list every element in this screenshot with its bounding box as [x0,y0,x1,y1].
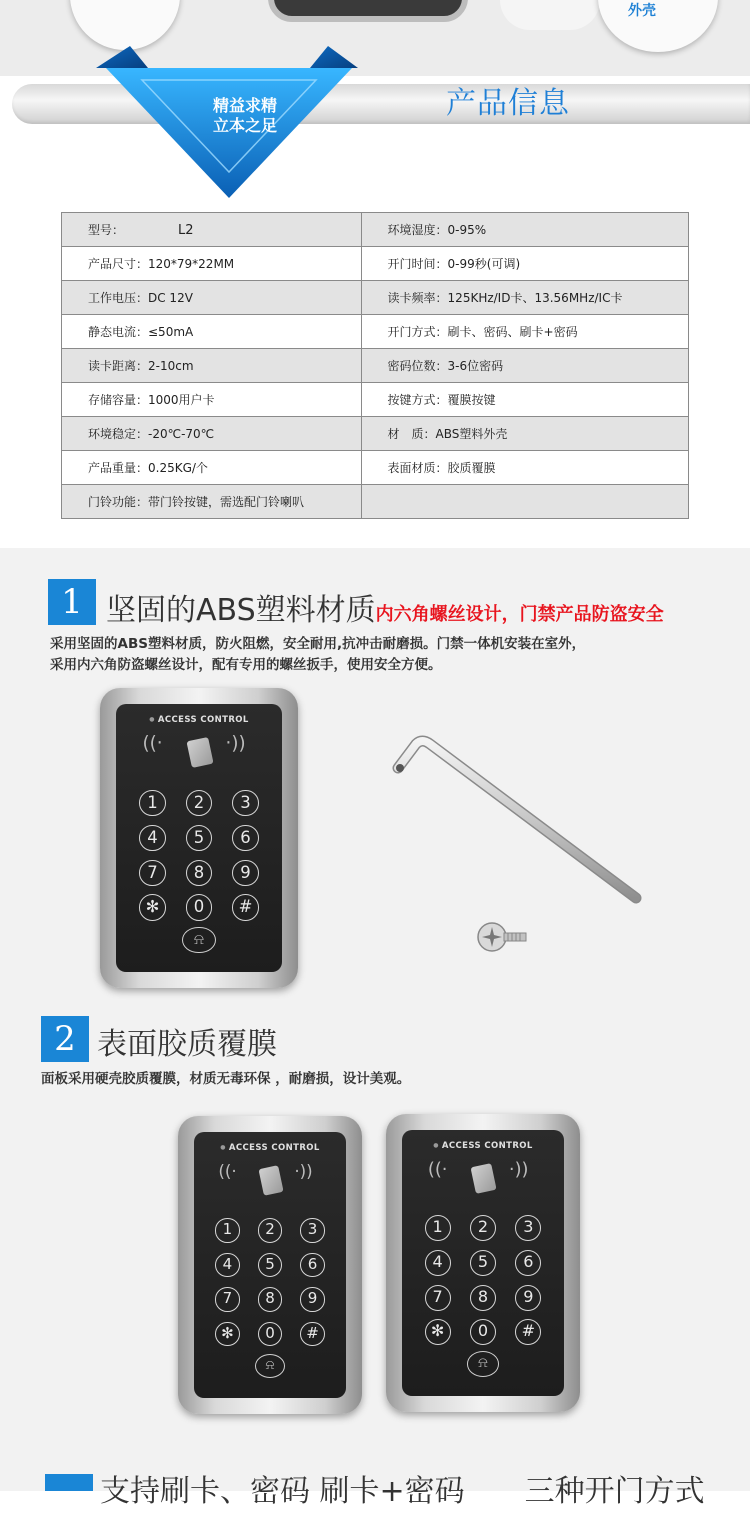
keypad-key-3[interactable]: 3 [300,1218,324,1242]
spec-cell: 产品尺寸：120*79*22MM [62,247,362,281]
keypad-key-0[interactable]: 0 [258,1322,282,1346]
device-face [194,1132,346,1398]
keypad-key-6[interactable]: 6 [300,1253,324,1277]
table-row [62,417,689,451]
card-icon [258,1165,283,1195]
doorbell-icon[interactable]: ⍾ [255,1354,285,1378]
rfid-wave-left-icon: ((· [218,1161,237,1182]
keypad-key-4[interactable]: 4 [215,1253,239,1277]
keypad-key-4[interactable]: 4 [139,825,166,852]
header-title: 产品信息 [446,86,570,121]
keypad-key-8[interactable]: 8 [258,1287,282,1311]
table-row [62,451,689,485]
section-1-highlight: 内六角螺丝设计，门禁产品防盗安全 [375,604,664,625]
keypad-key-6[interactable]: 6 [515,1250,541,1276]
spec-cell [361,485,688,519]
device-brand-label: ● ACCESS CONTROL [116,715,282,725]
security-screw-image [476,917,532,957]
section-1-number: 1 [48,579,96,625]
spec-cell: 读卡距离：2-10cm [62,349,362,383]
table-row [62,281,689,315]
keypad-key-1[interactable]: 1 [139,790,166,817]
allen-wrench-image [388,730,648,910]
spec-table [61,212,689,519]
section-2-title: 表面胶质覆膜 [97,1027,277,1062]
decor-fade [500,0,600,30]
section-2-number: 2 [41,1016,89,1062]
keypad-key-7[interactable]: 7 [425,1285,451,1311]
device-face [402,1130,564,1396]
section-1-title [106,585,664,629]
rfid-wave-right-icon: ·)) [225,733,246,755]
model-value: L2 [178,223,194,238]
spec-cell: 开门时间：0-99秒(可调) [361,247,688,281]
keypad-key-0[interactable]: 0 [186,894,213,921]
table-row [62,383,689,417]
keypad-device-side [386,1114,580,1412]
spec-cell: 存储容量：1000用户卡 [62,383,362,417]
section-1-desc-line-1: 采用坚固的ABS塑料材质，防火阻燃，安全耐用,抗冲击耐磨损。门禁一体机安装在室外， [50,636,586,652]
table-row [62,247,689,281]
doorbell-icon[interactable]: ⍾ [467,1351,499,1377]
keypad-key-8[interactable]: 8 [186,860,213,887]
keypad-key-1[interactable]: 1 [215,1218,239,1242]
device-brand-label: ● ACCESS CONTROL [194,1143,346,1153]
table-row [62,315,689,349]
keypad-key-9[interactable]: 9 [232,860,259,887]
rfid-wave-left-icon: ((· [142,733,163,755]
keypad-key-2[interactable]: 2 [470,1215,496,1241]
spec-cell: 开门方式：刷卡、密码、刷卡+密码 [361,315,688,349]
table-row [62,213,689,247]
ribbon-text [190,96,300,136]
section-1-desc-line-2: 采用内六角防盗螺丝设计，配有专用的螺丝扳手，使用安全方便。 [50,657,442,673]
keypad-key-3[interactable]: 3 [515,1215,541,1241]
ribbon-line-1: 精益求精 [212,96,277,115]
spec-cell: 工作电压：DC 12V [62,281,362,315]
spec-cell: 表面材质：胶质覆膜 [361,451,688,485]
spec-cell [62,213,362,247]
device-brand-label: ● ACCESS CONTROL [402,1141,564,1151]
keypad-key-7[interactable]: 7 [139,860,166,887]
keypad-key-2[interactable]: 2 [186,790,213,817]
keypad-key-star[interactable]: ✻ [215,1322,239,1346]
spec-cell: 按键方式：覆膜按键 [361,383,688,417]
table-row [62,349,689,383]
keypad-key-2[interactable]: 2 [258,1218,282,1242]
section-1-description [50,634,585,676]
keypad-key-hash[interactable]: # [232,894,259,921]
keypad-key-hash[interactable]: # [515,1319,541,1345]
table-row [62,485,689,519]
keypad-key-6[interactable]: 6 [232,825,259,852]
keypad-key-5[interactable]: 5 [186,825,213,852]
keypad-key-1[interactable]: 1 [425,1215,451,1241]
spec-cell: 门铃功能：带门铃按键，需选配门铃喇叭 [62,485,362,519]
device-face [116,704,282,972]
rfid-wave-right-icon: ·)) [508,1159,529,1181]
keypad-key-5[interactable]: 5 [470,1250,496,1276]
keypad-key-5[interactable]: 5 [258,1253,282,1277]
ribbon-line-2: 立本之足 [212,116,277,135]
keypad-key-star[interactable]: ✻ [425,1319,451,1345]
card-icon [471,1163,497,1193]
spec-cell: 材 质：ABS塑料外壳 [361,417,688,451]
model-label: 型号： [88,223,125,237]
section-1-title-text: 坚固的ABS塑料材质 [106,593,376,628]
spec-cell: 环境湿度：0-95% [361,213,688,247]
keypad-key-7[interactable]: 7 [215,1287,239,1311]
keypad-key-9[interactable]: 9 [300,1287,324,1311]
section-3-title: 支持刷卡、密码 刷卡+密码 三种开门方式 [100,1474,705,1509]
spec-cell: 环境稳定：-20℃-70℃ [62,417,362,451]
feature-circle-label: 外壳 [628,3,656,19]
spec-cell: 读卡频率：125KHz/ID卡、13.56MHz/IC卡 [361,281,688,315]
keypad-key-4[interactable]: 4 [425,1250,451,1276]
spec-cell: 产品重量：0.25KG/个 [62,451,362,485]
rfid-wave-left-icon: ((· [427,1159,448,1181]
keypad-key-8[interactable]: 8 [470,1285,496,1311]
keypad-key-9[interactable]: 9 [515,1285,541,1311]
keypad-device-front [100,688,298,988]
keypad-key-0[interactable]: 0 [470,1319,496,1345]
doorbell-icon[interactable]: ⍾ [182,927,215,954]
spec-cell: 密码位数：3-6位密码 [361,349,688,383]
keypad-key-3[interactable]: 3 [232,790,259,817]
card-icon [186,737,213,768]
keypad-key-hash[interactable]: # [300,1322,324,1346]
device-bottom-preview [268,0,468,22]
keypad-device-angled [178,1116,362,1414]
rfid-wave-right-icon: ·)) [294,1161,313,1182]
spec-cell: 静态电流：≤50mA [62,315,362,349]
section-2-description: 面板采用硬壳胶质覆膜，材质无毒环保 ，耐磨损，设计美观。 [41,1071,411,1087]
keypad-key-star[interactable]: ✻ [139,894,166,921]
section-3-number [45,1474,93,1491]
